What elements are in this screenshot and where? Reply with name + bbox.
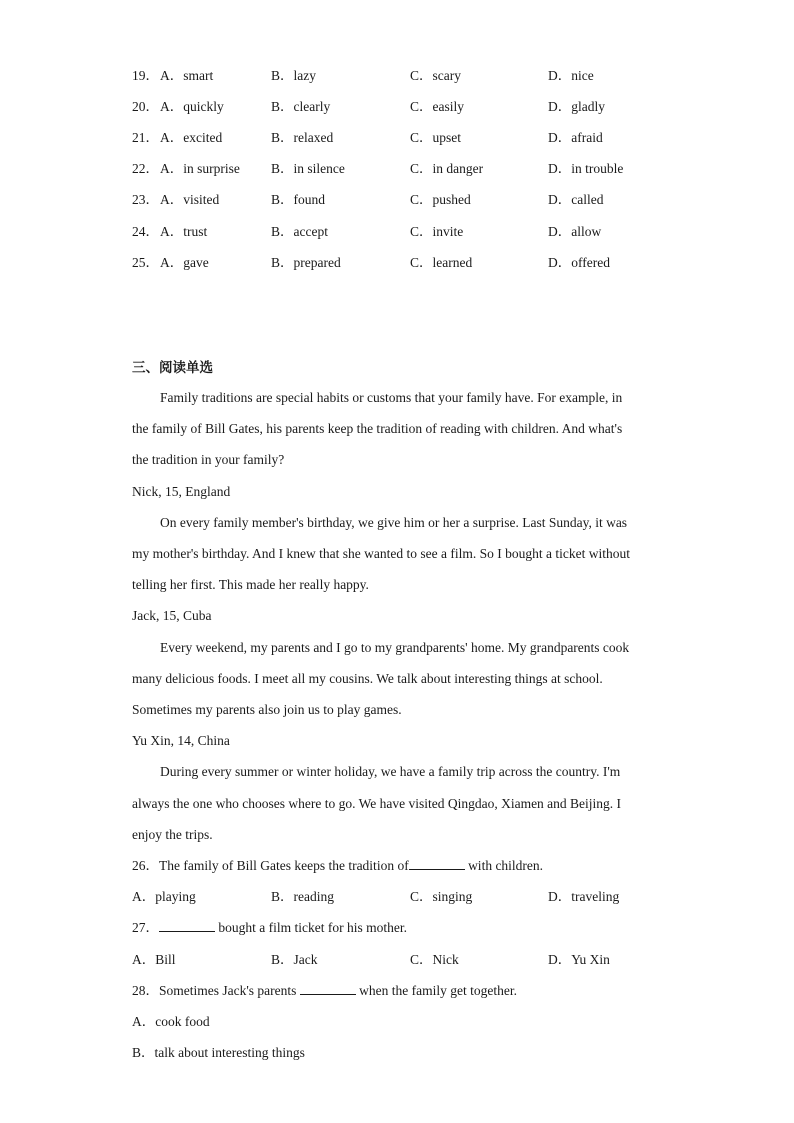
option-b: B．Jack xyxy=(271,952,318,967)
question-number: 22． xyxy=(132,161,159,176)
section-title: 三、阅读单选 xyxy=(132,360,213,376)
answer-blank xyxy=(409,856,465,870)
answer-blank xyxy=(300,981,356,995)
option-c: C．Nick xyxy=(410,952,459,967)
question-28-stem xyxy=(132,981,517,1001)
option-b: B．reading xyxy=(271,889,334,904)
question-stem-text: 27． xyxy=(132,920,159,935)
option-b: B．relaxed xyxy=(271,130,334,145)
answer-blank xyxy=(159,918,215,932)
option-c: C．pushed xyxy=(410,192,471,207)
question-stem-text: 28．Sometimes Jack's parents xyxy=(132,983,300,998)
question-number: 20． xyxy=(132,99,159,114)
question-stem-text: with children. xyxy=(464,858,544,873)
option-c: C．singing xyxy=(410,889,473,904)
passage-line: always the one who chooses where to go. We have visited Qingdao, Xiamen and Beijing. I xyxy=(132,796,622,811)
option-b: B．found xyxy=(271,192,325,207)
question-number: 19． xyxy=(132,68,159,83)
question-26-stem xyxy=(132,856,543,876)
option-d: D．gladly xyxy=(548,99,605,114)
option-a: A．Bill xyxy=(132,952,176,967)
passage-line: telling her first. This made her really happy. xyxy=(132,577,369,592)
option-a: A．trust xyxy=(160,224,208,239)
option-c: C．upset xyxy=(410,130,462,145)
passage-line: many delicious foods. I meet all my cousins. We talk about interesting things at school. xyxy=(132,671,603,686)
option-d: D．in trouble xyxy=(548,161,624,176)
question-stem-text: bought a film ticket for his mother. xyxy=(215,920,407,935)
speaker-header-jack: Jack, 15, Cuba xyxy=(132,608,212,623)
option-b: B．prepared xyxy=(271,255,341,270)
option-b: B．clearly xyxy=(271,99,331,114)
passage-line: enjoy the trips. xyxy=(132,827,213,842)
passage-intro-line: Family traditions are special habits or customs that your family have. For example, in xyxy=(160,390,623,405)
question-number: 21． xyxy=(132,130,159,145)
option-a: A．quickly xyxy=(160,99,224,114)
option-a: A．in surprise xyxy=(160,161,240,176)
option-d: D．traveling xyxy=(548,889,620,904)
option-d: D．Yu Xin xyxy=(548,952,610,967)
option-d: D．nice xyxy=(548,68,594,83)
passage-line: my mother's birthday. And I knew that she wanted to see a film. So I bought a ticket without xyxy=(132,546,630,561)
passage-intro-line: the tradition in your family? xyxy=(132,452,285,467)
option-d: D．called xyxy=(548,192,604,207)
speaker-header-yuxin: Yu Xin, 14, China xyxy=(132,733,230,748)
option-d: D．afraid xyxy=(548,130,603,145)
question-28-option-a: A．cook food xyxy=(132,1014,210,1029)
passage-line: Sometimes my parents also join us to play games. xyxy=(132,702,402,717)
passage-intro-line: the family of Bill Gates, his parents keep the tradition of reading with children. And what's xyxy=(132,421,623,436)
option-d: D．allow xyxy=(548,224,602,239)
option-c: C．scary xyxy=(410,68,461,83)
question-number: 24． xyxy=(132,224,159,239)
question-28-option-b: B．talk about interesting things xyxy=(132,1045,305,1060)
option-a: A．smart xyxy=(160,68,214,83)
option-c: C．easily xyxy=(410,99,464,114)
option-b: B．in silence xyxy=(271,161,345,176)
option-c: C．learned xyxy=(410,255,473,270)
passage-line: On every family member's birthday, we give him or her a surprise. Last Sunday, it was xyxy=(160,515,628,530)
question-stem-text: when the family get together. xyxy=(355,983,517,998)
passage-line: During every summer or winter holiday, we have a family trip across the country. I'm xyxy=(160,764,621,779)
option-c: C．invite xyxy=(410,224,464,239)
option-c: C．in danger xyxy=(410,161,484,176)
option-a: A．gave xyxy=(160,255,209,270)
option-b: B．lazy xyxy=(271,68,316,83)
option-b: B．accept xyxy=(271,224,328,239)
question-stem-text: 26．The family of Bill Gates keeps the tradition of xyxy=(132,858,409,873)
option-a: A．playing xyxy=(132,889,196,904)
question-27-stem xyxy=(132,918,407,938)
question-number: 25． xyxy=(132,255,159,270)
passage-line: Every weekend, my parents and I go to my grandparents' home. My grandparents cook xyxy=(160,640,630,655)
option-d: D．offered xyxy=(548,255,610,270)
option-a: A．excited xyxy=(160,130,223,145)
option-a: A．visited xyxy=(160,192,220,207)
question-number: 23． xyxy=(132,192,159,207)
speaker-header-nick: Nick, 15, England xyxy=(132,484,231,499)
